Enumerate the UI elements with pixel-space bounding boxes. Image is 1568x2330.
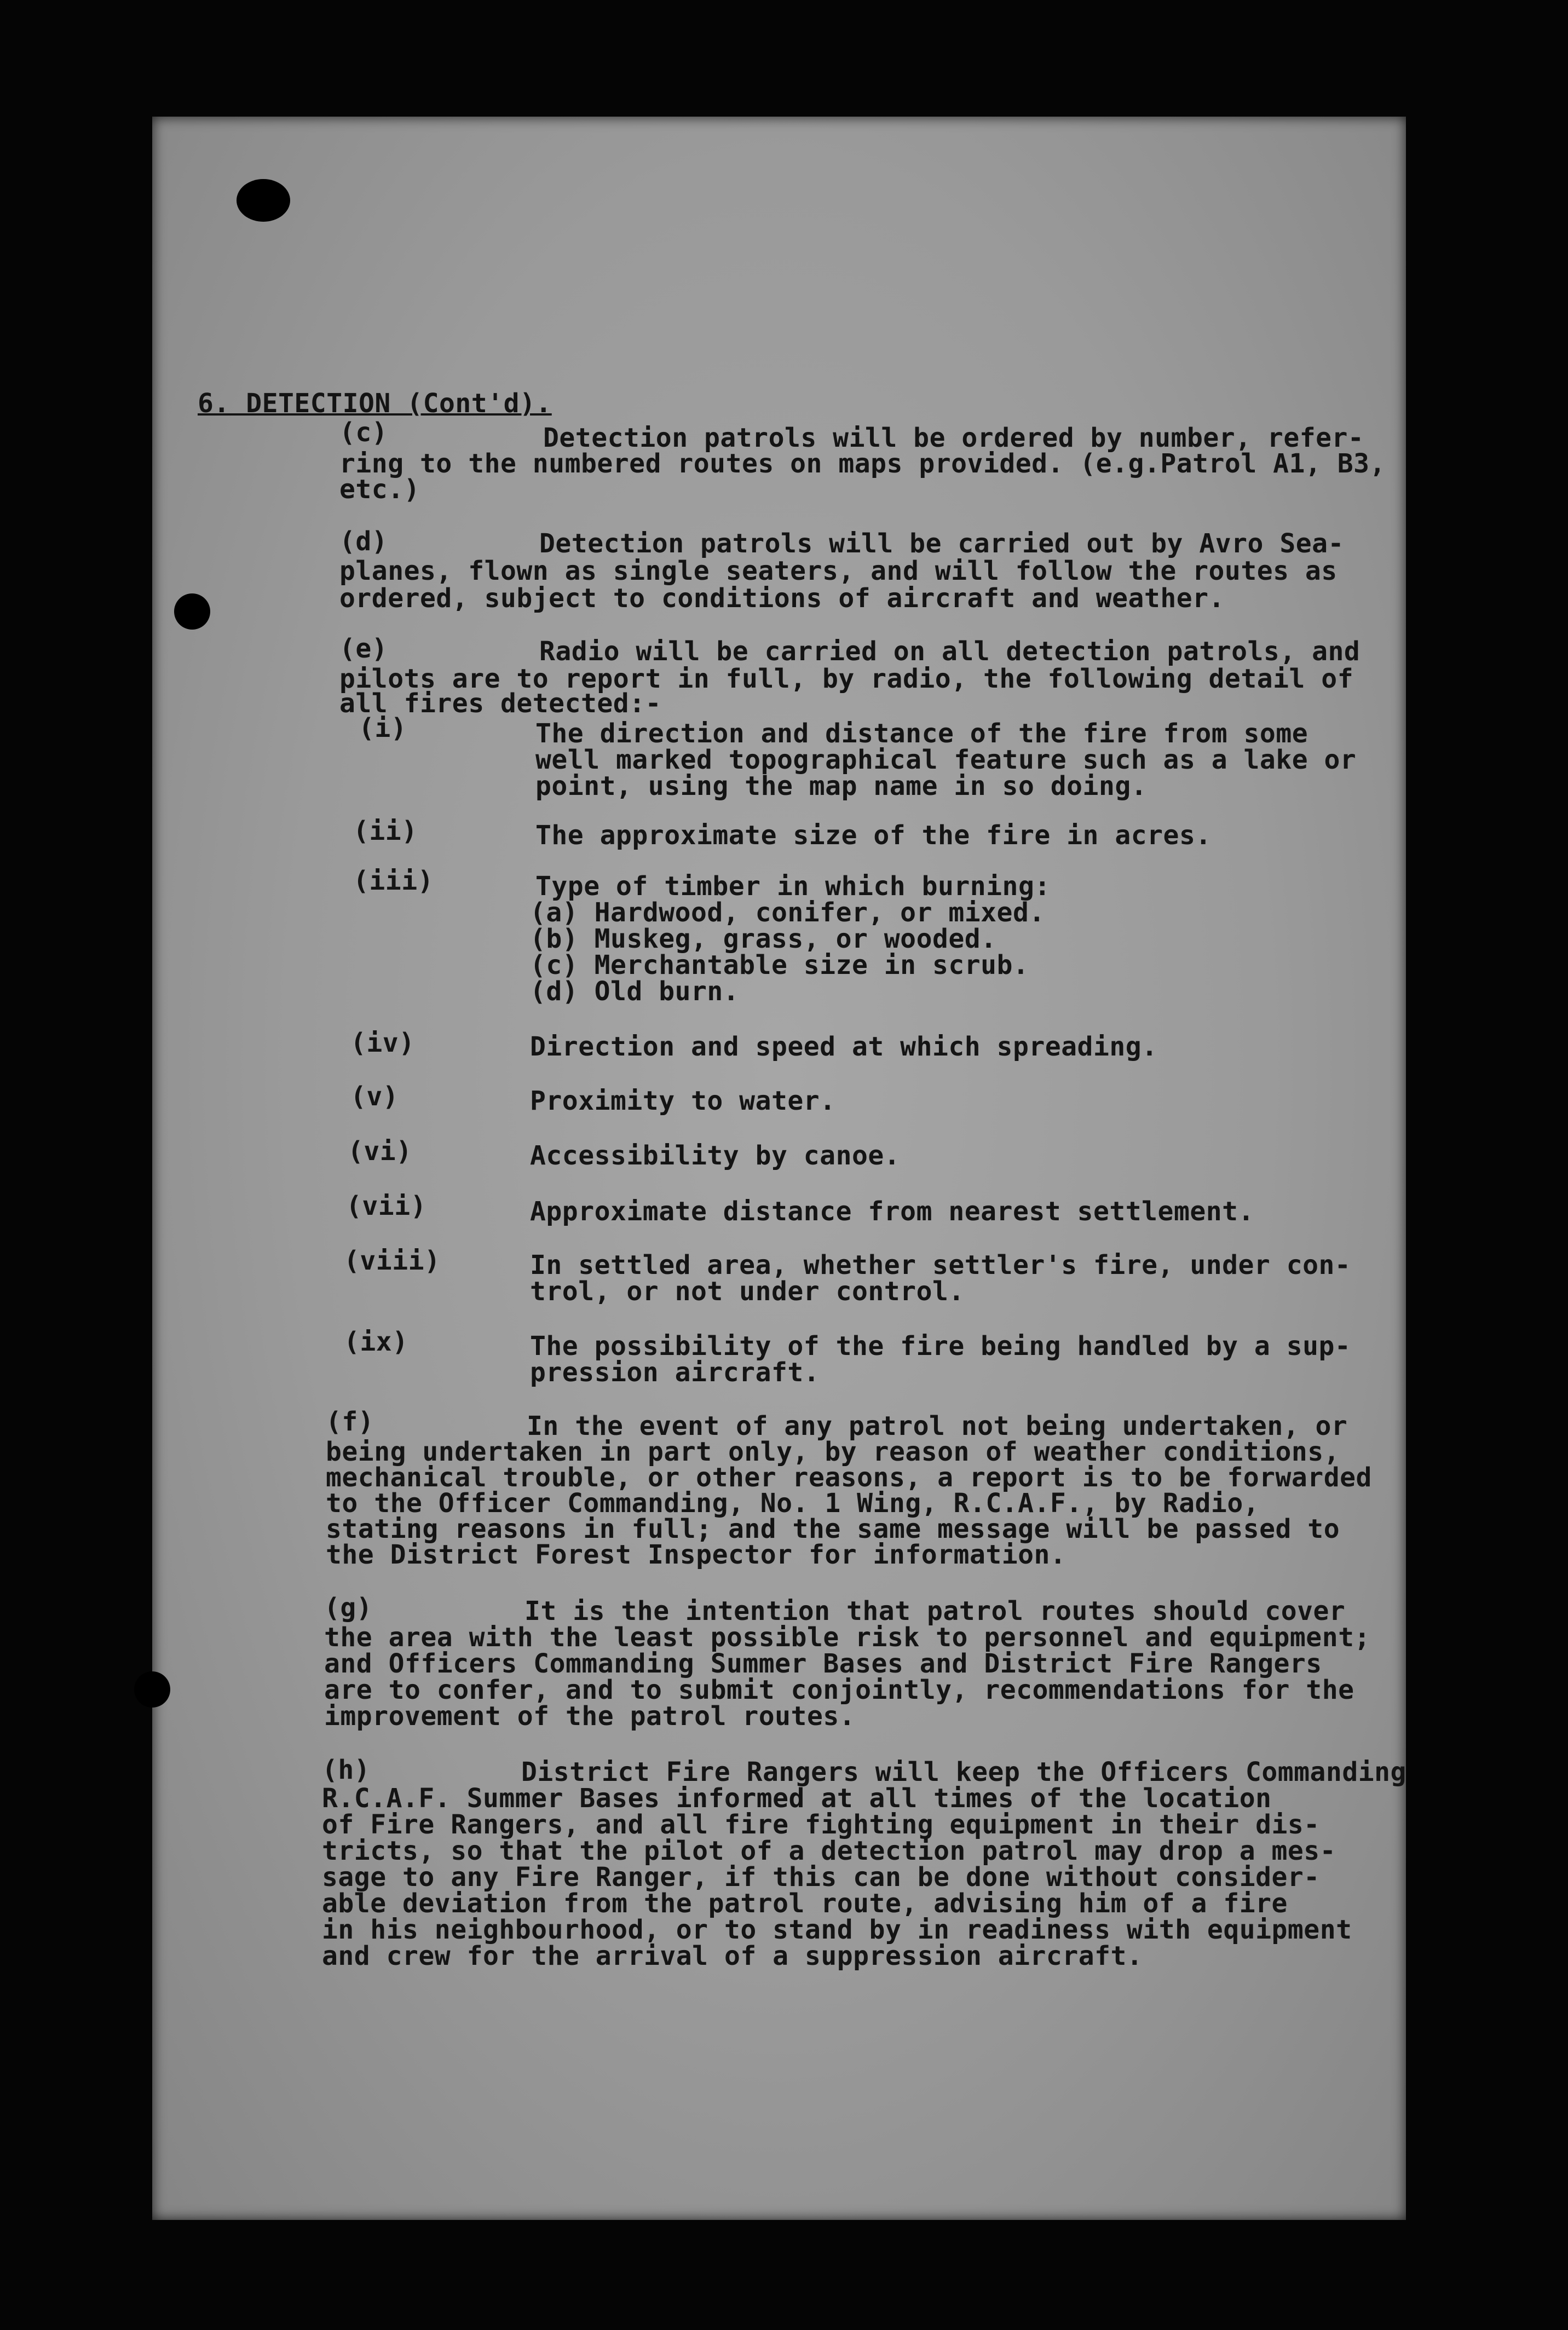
para-h-line-5: sage to any Fire Ranger, if this can be done without consider- [322,1862,1320,1893]
item-ix-label: (ix) [344,1327,408,1357]
para-h-line-7: in his neighbourhood, or to stand by in readiness with equipment [322,1914,1352,1945]
item-i-line-2: well marked topographical feature such as a lake or [535,745,1357,775]
section-heading: 6. DETECTION (Cont'd). [198,388,552,419]
item-viii-line-2: trol, or not under control. [530,1276,965,1307]
para-g-label: (g) [324,1593,373,1623]
para-f-line-6: the District Forest Inspector for information. [326,1539,1067,1570]
para-e-line-2: pilots are to report in full, by radio, the following detail of [339,664,1354,694]
item-iii-label: (iii) [353,866,434,896]
para-d-line-2: planes, flown as single seaters, and will follow the routes as [339,556,1338,586]
item-iii-sub-d: (d) Old burn. [530,976,740,1007]
para-e-line-1: Radio will be carried on all detection patrols, and [539,636,1361,667]
para-h-line-4: tricts, so that the pilot of a detection patrol may drop a mes- [322,1836,1336,1866]
item-iii-sub-b: (b) Muskeg, grass, or wooded. [530,924,997,954]
item-iv-line-1: Direction and speed at which spreading. [530,1031,1158,1062]
para-f-line-1: In the event of any patrol not being undertaken, or [527,1411,1348,1441]
para-c-line-1: Detection patrols will be ordered by number, refer- [543,423,1364,453]
punch-hole-top [237,179,290,222]
para-c-line-2: ring to the numbered routes on maps provided. (e.g.Patrol A1, B3, [339,448,1386,479]
para-g-line-2: the area with the least possible risk to personnel and equipment; [324,1622,1370,1653]
para-f-line-2: being undertaken in part only, by reason of weather conditions, [326,1437,1340,1467]
para-d-line-1: Detection patrols will be carried out by Avro Sea- [539,528,1344,559]
para-f-line-3: mechanical trouble, or other reasons, a report is to be forwarded [326,1462,1372,1493]
item-v-line-1: Proximity to water. [530,1086,836,1116]
item-ii-line-1: The approximate size of the fire in acres. [535,820,1212,851]
item-v-label: (v) [350,1081,399,1112]
item-iv-label: (iv) [350,1028,415,1058]
para-d-label: (d) [339,526,388,557]
para-g-line-5: improvement of the patrol routes. [324,1701,856,1732]
punch-hole-middle [174,593,210,630]
para-f-line-4: to the Officer Commanding, No. 1 Wing, R.C.A.F., by Radio, [326,1488,1260,1519]
para-h-line-8: and crew for the arrival of a suppression aircraft. [322,1941,1143,1971]
item-vii-line-1: Approximate distance from nearest settlement. [530,1196,1254,1227]
para-h-line-6: able deviation from the patrol route, advising him of a fire [322,1888,1288,1919]
para-g-line-3: and Officers Commanding Summer Bases and District Fire Rangers [324,1648,1322,1679]
para-h-line-1: District Fire Rangers will keep the Officers Commanding [521,1757,1406,1787]
punch-hole-bottom [134,1671,170,1708]
para-g-line-1: It is the intention that patrol routes should cover [524,1596,1346,1627]
para-d-line-3: ordered, subject to conditions of aircraft and weather. [339,583,1225,614]
para-g-line-4: are to confer, and to submit conjointly, recommendations for the [324,1675,1354,1705]
item-i-line-3: point, using the map name in so doing. [535,771,1148,801]
item-viii-line-1: In settled area, whether settler's fire, under con- [530,1250,1351,1281]
item-viii-label: (viii) [344,1245,441,1276]
para-f-line-5: stating reasons in full; and the same message will be passed to [326,1514,1340,1544]
item-iii-line-1: Type of timber in which burning: [535,871,1051,902]
para-h-label: (h) [322,1755,371,1785]
item-ii-label: (ii) [353,816,418,846]
item-ix-line-2: pression aircraft. [530,1357,820,1388]
para-h-line-2: R.C.A.F. Summer Bases informed at all times of the location [322,1783,1272,1814]
item-vii-label: (vii) [346,1191,426,1221]
para-e-line-3: all fires detected:- [339,688,661,719]
item-i-line-1: The direction and distance of the fire from some [535,718,1308,749]
item-vi-label: (vi) [348,1136,412,1167]
para-f-label: (f) [326,1406,374,1437]
para-h-line-3: of Fire Rangers, and all fire fighting equipment in their dis- [322,1809,1320,1840]
item-ix-line-1: The possibility of the fire being handled by a sup- [530,1331,1351,1362]
item-iii-sub-a: (a) Hardwood, conifer, or mixed. [530,897,1045,928]
para-c-line-3: etc.) [339,474,420,505]
para-e-label: (e) [339,633,388,664]
item-iii-sub-c: (c) Merchantable size in scrub. [530,950,1029,981]
item-vi-line-1: Accessibility by canoe. [530,1140,901,1171]
item-i-label: (i) [359,713,407,743]
para-c-label: (c) [339,417,388,448]
